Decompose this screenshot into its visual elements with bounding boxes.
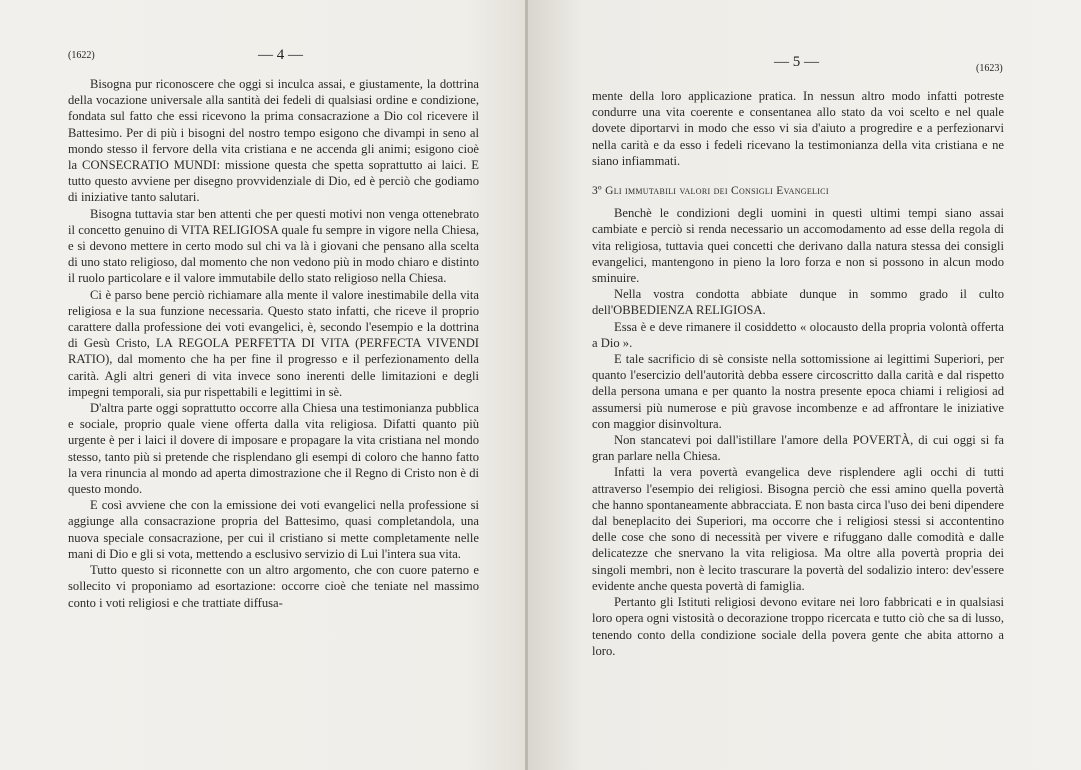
paragraph: mente della loro applicazione pratica. In nessun altro modo infatti potreste condurre una vita coerente e consentanea allo stato da voi scelto e nel quale dovete diportarvi in modo che esso vi sia d'aiuto a progredire e a perfezionarvi nella carità e da esso i fedeli ricevano la testimonianza della vita cristiana e ne siano infiammati.: [592, 89, 1004, 168]
paragraph: Bisogna pur riconoscere che oggi si inculca assai, e giustamente, la dottrina della vocazione universale alla santità dei fedeli di qualsiasi ordine e condizione, fondata sul fatto che essi ricevono la prima consacrazione a Dio col ricevere il Battesimo. Per di più i bisogni del nostro tempo esigono che divampi in seno al mondo stesso il fervore della vita cristiana e ne accenda gli animi; esigono cioè la CONSECRATIO MUNDI: missione questa che spetta soprattutto ai laici. E tutto questo avviene per disegno provvidenziale di Dio, ed è perciò che godiamo di iniziative tanto salutari.: [68, 77, 479, 205]
paragraph: E tale sacrificio di sè consiste nella sottomissione ai legittimi Superiori, per quanto l'esercizio dell'autorità debba essere circoscritto dalla carità e dal rispetto della persona umana e per quanto la nostra presente epoca chiami i religiosi ad assumersi più numerose e più gravose incombenze e ad affrontare le iniziative con maggior disinvoltura.: [592, 352, 1004, 431]
right-page-number: — 5 —: [774, 54, 819, 70]
left-page-number: — 4 —: [258, 47, 303, 63]
left-text-column: [68, 76, 479, 611]
paragraph: Pertanto gli Istituti religiosi devono evitare nei loro fabbricati e in qualsiasi loro opera ogni vistosità o decorazione troppo ricercata e tutto ciò che sa di lusso, tenendo conto della condizione sociale della povera gente che abita attorno a loro.: [592, 595, 1004, 658]
right-page: [528, 0, 1081, 770]
paragraph: Bisogna tuttavia star ben attenti che per questi motivi non venga ottenebrato il concetto genuino di VITA RELIGIOSA quale fu sempre in vigore nella Chiesa, e si devono mettere in certo modo sul chi va là i giovani che pensano alla scelta di uno stato religioso, dal momento che non vedono più in modo chiaro e distinto il ruolo particolare e il valore immutabile dello stato religioso nella Chiesa.: [68, 206, 479, 286]
paragraph: Non stancatevi poi dall'istillare l'amore della POVERTÀ, di cui oggi si fa gran parlare nella Chiesa.: [592, 433, 1004, 464]
paragraph: Infatti la vera povertà evangelica deve risplendere agli occhi di tutti attraverso l'esempio dei religiosi. Bisogna perciò che essi amino quella povertà che hanno spontaneamente abbracciata. E non basta circa l'uso dei beni dipendere dal beneplacito dei Superiori, ma occorre che i religiosi stessi si accontentino delle cose che sono di necessità per vivere e rifuggano dalle comodità e dalle delicatezze che snervano la vita religiosa. Ma oltre alla povertà propria dei singoli membri, non è lecito trascurare la povertà del sodalizio intero: dev'essere evidente anche questa povertà di famiglia.: [592, 465, 1004, 593]
section-heading: 3º Gli immutabili valori dei Consigli Evangelici: [592, 185, 829, 198]
paragraph: Nella vostra condotta abbiate dunque in sommo grado il culto dell'OBBEDIENZA RELIGIOSA.: [592, 287, 1004, 318]
paragraph: Benchè le condizioni degli uomini in questi ultimi tempi siano assai cambiate e perciò si renda necessario un accomodamento ad esse della regola di vita religiosa, tuttavia quei concetti che derivano dalla natura stessa dei consigli evangelici, mantengono in pieno la loro forza e non si possono in alcun modo sminuire.: [592, 206, 1004, 286]
paragraph: Ci è parso bene perciò richiamare alla mente il valore inestimabile della vita religiosa e la sua funzione necessaria. Questo stato infatti, che riceve il proprio carattere dalla professione dei voti evangelici, è, secondo l'esempio e la dottrina di Gesù Cristo, LA REGOLA PERFETTA DI VITA (PERFECTA VIVENDI RATIO), dal momento che ha per fine il progresso e il perfezionamento della carità. Agli altri generi di vita invece sono inerenti delle limitazioni e degli impegni temporali, sia pur rispettabili e legittimi in sè.: [68, 287, 479, 399]
paragraph: Tutto questo si riconnette con un altro argomento, che con cuore paterno e sollecito vi proponiamo ad esortazione: occorre cioè che teniate nel massimo conto i voti religiosi e che trattiate diffusa-: [68, 563, 479, 610]
paragraph: Essa è e deve rimanere il cosiddetto « olocausto della propria volontà offerta a Dio ».: [592, 319, 1004, 350]
paragraph: E così avviene che con la emissione dei voti evangelici nella professione si aggiunge alla consacrazione propria del Battesimo, quasi completandola, una nuova speciale consacrazione, per cui il cristiano si mette completamente nelle mani di Dio e gli si vota, mettendo a esclusivo servizio di Lui l'intera sua vita.: [68, 498, 479, 561]
left-page: [0, 0, 528, 770]
left-page-header: (1622): [68, 50, 95, 61]
right-text-column: [592, 88, 1004, 659]
right-page-header: (1623): [976, 63, 1003, 74]
paragraph: D'altra parte oggi soprattutto occorre alla Chiesa una testimonianza pubblica e sociale, proprio quale viene offerta dalla vita religiosa. Difatti quanto più urgente è per i laici il dovere di imposare e propagare la vita cristiana nel mondo stesso, tanto più si pretende che risplendano gli esempi di coloro che hanno fatto la vera rinuncia al mondo ad aperta dimostrazione che il Regno di Cristo non è di questo mondo.: [68, 401, 479, 497]
